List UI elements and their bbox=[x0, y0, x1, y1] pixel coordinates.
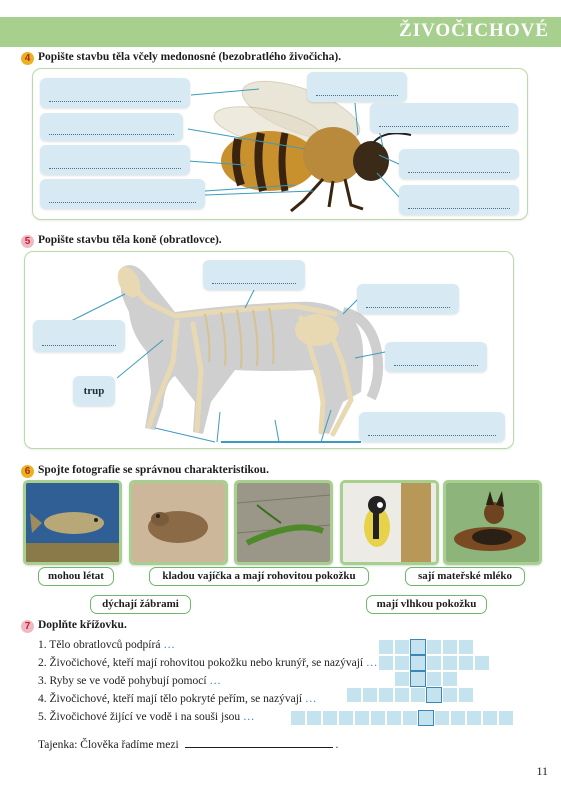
bee-panel bbox=[32, 68, 528, 220]
bee-label-box-4[interactable] bbox=[40, 179, 205, 209]
bee-label-box-3[interactable] bbox=[40, 145, 190, 175]
solution-answer-blank[interactable] bbox=[185, 737, 333, 748]
horse-label-trup: trup bbox=[73, 376, 115, 406]
crossword-row-2 bbox=[378, 655, 490, 671]
crossword-cell[interactable] bbox=[458, 639, 474, 655]
crossword-cell[interactable] bbox=[322, 710, 338, 726]
bee-label-box-1[interactable] bbox=[40, 78, 190, 108]
crossword-cell[interactable] bbox=[394, 687, 410, 703]
crossword-cell[interactable] bbox=[426, 639, 442, 655]
crossword-cell[interactable] bbox=[426, 655, 442, 671]
photo-german-shepherd[interactable] bbox=[443, 480, 542, 565]
horse-label-box-3[interactable] bbox=[357, 284, 459, 314]
task-number-badge: 5 bbox=[21, 235, 34, 248]
crossword-cell[interactable] bbox=[290, 710, 306, 726]
crossword-cell[interactable] bbox=[442, 655, 458, 671]
photo-carp[interactable] bbox=[23, 480, 122, 565]
crossword-cell[interactable] bbox=[474, 655, 490, 671]
crossword-cell[interactable] bbox=[442, 671, 458, 687]
crossword-cell[interactable] bbox=[394, 671, 410, 687]
crossword-cell[interactable] bbox=[498, 710, 514, 726]
crossword-cell[interactable] bbox=[394, 639, 410, 655]
task-number-badge: 6 bbox=[21, 465, 34, 478]
task-6-instruction: Spojte fotografie se správnou charakteristikou. bbox=[38, 464, 269, 476]
crossword-cell[interactable] bbox=[306, 710, 322, 726]
chapter-title: ŽIVOČICHOVÉ bbox=[399, 20, 549, 41]
task-number-badge: 4 bbox=[21, 52, 34, 65]
horse-label-box-2[interactable] bbox=[203, 260, 305, 290]
horse-label-box-4[interactable] bbox=[385, 342, 487, 372]
bee-label-box-6[interactable] bbox=[370, 103, 518, 133]
crossword-row-3 bbox=[394, 671, 458, 687]
trait-chip-fly[interactable]: mohou létat bbox=[38, 567, 114, 586]
photo-toad[interactable] bbox=[129, 480, 228, 565]
crossword-cell[interactable] bbox=[394, 655, 410, 671]
bee-label-box-8[interactable] bbox=[399, 185, 519, 215]
crossword-cell[interactable] bbox=[482, 710, 498, 726]
crossword-row-4 bbox=[346, 687, 474, 703]
crossword-cell[interactable] bbox=[378, 655, 394, 671]
trait-chip-milk[interactable]: sají mateřské mléko bbox=[405, 567, 525, 586]
crossword-cell[interactable] bbox=[442, 687, 458, 703]
crossword-cell[interactable] bbox=[378, 687, 394, 703]
task-4-instruction: Popište stavbu těla včely medonosné (bezobratlého živočicha). bbox=[38, 51, 342, 63]
crossword-cell[interactable] bbox=[370, 710, 386, 726]
crossword-cell[interactable] bbox=[386, 710, 402, 726]
page-number: 11 bbox=[536, 764, 548, 778]
task-number-badge: 7 bbox=[21, 620, 34, 633]
crossword-clue-5: 5. Živočichové žijící ve vodě i na souši jsou … bbox=[38, 711, 255, 723]
crossword-cell[interactable] bbox=[450, 710, 466, 726]
crossword-cell[interactable] bbox=[362, 687, 378, 703]
crossword-cell-solution[interactable] bbox=[410, 639, 426, 655]
crossword-cell[interactable] bbox=[410, 687, 426, 703]
crossword-cell[interactable] bbox=[458, 655, 474, 671]
trait-chip-gills[interactable]: dýchají žábrami bbox=[90, 595, 191, 614]
crossword-cell[interactable] bbox=[442, 639, 458, 655]
crossword-clue-4: 4. Živočichové, kteří mají tělo pokryté peřím, se nazývají … bbox=[38, 693, 317, 705]
horse-panel bbox=[24, 251, 514, 449]
bee-label-box-5[interactable] bbox=[307, 72, 407, 102]
crossword-cell[interactable] bbox=[346, 687, 362, 703]
bee-label-box-2[interactable] bbox=[40, 113, 183, 141]
crossword-row-5 bbox=[290, 710, 514, 726]
crossword-cell[interactable] bbox=[434, 710, 450, 726]
trait-chip-eggs[interactable]: kladou vajíčka a mají rohovitou pokožku bbox=[149, 567, 369, 586]
bee-label-box-7[interactable] bbox=[399, 149, 519, 179]
photo-lizard[interactable] bbox=[234, 480, 333, 565]
crossword-cell-solution[interactable] bbox=[426, 687, 442, 703]
crossword-cell[interactable] bbox=[458, 687, 474, 703]
photo-great-tit[interactable] bbox=[340, 480, 439, 565]
horse-label-box-1[interactable] bbox=[33, 320, 125, 352]
crossword-cell[interactable] bbox=[378, 639, 394, 655]
crossword-cell-solution[interactable] bbox=[418, 710, 434, 726]
horse-label-box-5[interactable] bbox=[359, 412, 505, 442]
crossword-clue-1: 1. Tělo obratlovců podpírá … bbox=[38, 639, 175, 651]
crossword-clue-2: 2. Živočichové, kteří mají rohovitou pokožku nebo krunýř, se nazývají … bbox=[38, 657, 378, 669]
task-7-instruction: Doplňte křížovku. bbox=[38, 619, 127, 631]
crossword-cell-solution[interactable] bbox=[410, 671, 426, 687]
task-5-instruction: Popište stavbu těla koně (obratlovce). bbox=[38, 234, 222, 246]
crossword-cell[interactable] bbox=[354, 710, 370, 726]
crossword-cell-solution[interactable] bbox=[410, 655, 426, 671]
crossword-cell[interactable] bbox=[338, 710, 354, 726]
crossword-cell[interactable] bbox=[402, 710, 418, 726]
crossword-solution-line: Tajenka: Člověka řadíme mezi . bbox=[38, 739, 339, 751]
crossword-cell[interactable] bbox=[426, 671, 442, 687]
crossword-clue-3: 3. Ryby se ve vodě pohybují pomocí … bbox=[38, 675, 221, 687]
crossword-row-1 bbox=[378, 639, 474, 655]
trait-chip-wet-skin[interactable]: mají vlhkou pokožku bbox=[366, 595, 487, 614]
crossword-cell[interactable] bbox=[466, 710, 482, 726]
